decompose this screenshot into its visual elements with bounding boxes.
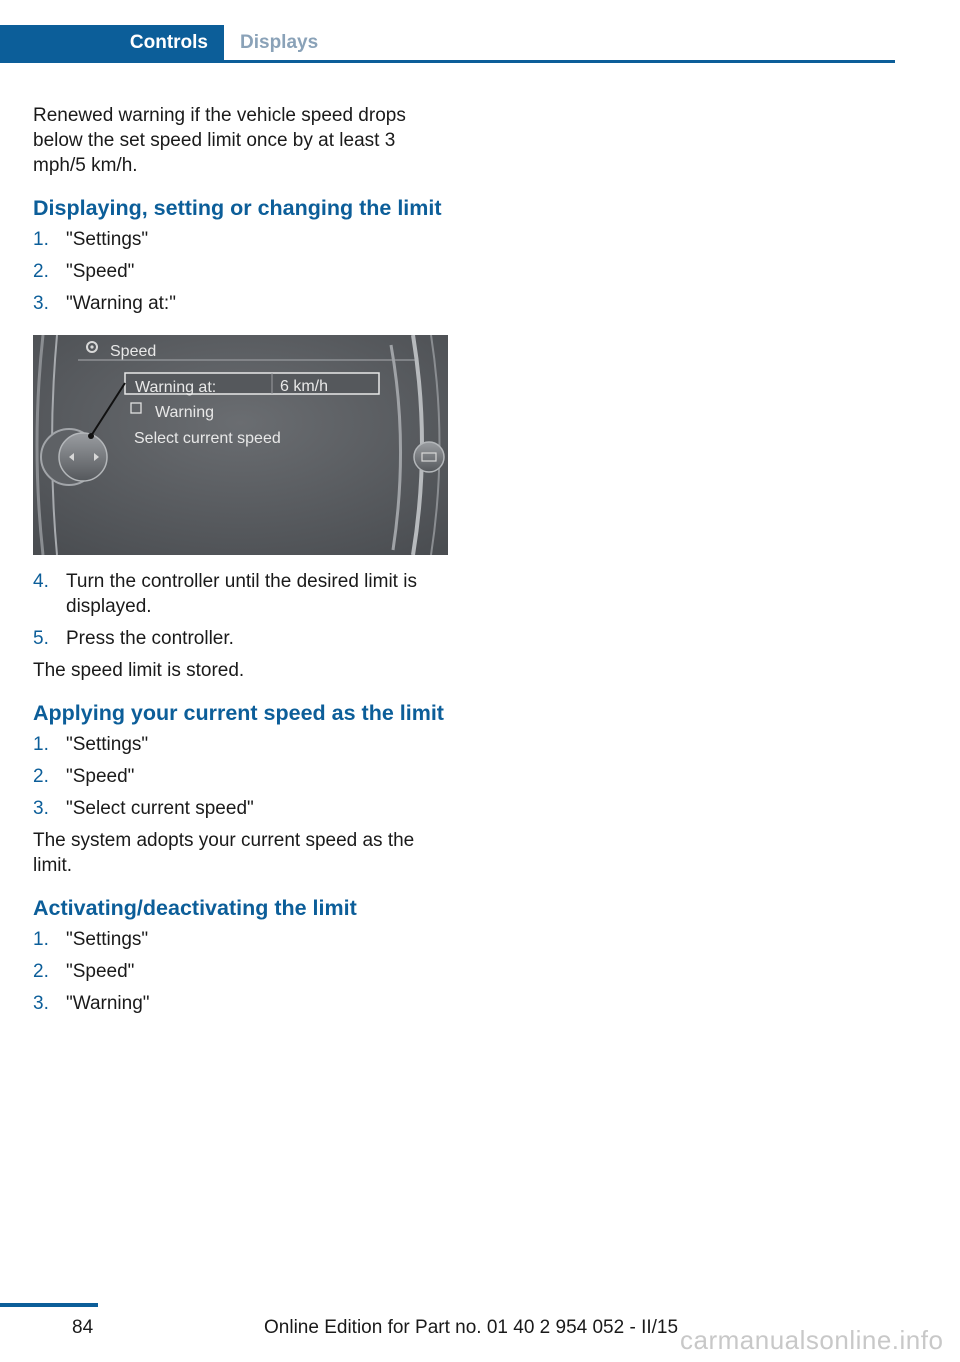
chapter-header: [0, 25, 895, 63]
step-text: "Settings": [66, 929, 149, 950]
result-paragraph: The speed limit is stored.: [33, 660, 245, 681]
steps-list-applying: [33, 732, 453, 821]
list-item: [33, 764, 453, 789]
intro-paragraph: Renewed warning if the vehicle speed drops below the set speed limit once by at least 3 mph/5 km/h.: [33, 105, 406, 176]
menu-item-warning-at[interactable]: Warning at:: [135, 379, 217, 396]
steps-list-activating: [33, 927, 453, 1016]
menu-item-select-current-speed[interactable]: Select current speed: [134, 430, 281, 447]
step-number: 1.: [33, 734, 49, 755]
step-number: 3.: [33, 293, 49, 314]
tab-displays[interactable]: Displays: [240, 31, 319, 53]
screen-title: Speed: [110, 343, 157, 360]
tab-controls[interactable]: Controls: [0, 25, 224, 60]
header-divider: [0, 60, 895, 63]
step-text: "Warning": [66, 993, 150, 1014]
list-item: [33, 227, 453, 252]
section-heading-applying: Applying your current speed as the limit: [33, 701, 444, 725]
menu-item-warning[interactable]: Warning: [155, 404, 214, 421]
list-item: [33, 927, 453, 952]
list-item: [33, 796, 453, 821]
speed-screen-figure: [33, 335, 448, 555]
section-heading-displaying: Displaying, setting or changing the limit: [33, 196, 442, 220]
step-number: 2.: [33, 261, 49, 282]
step-number: 3.: [33, 798, 49, 819]
step-number: 4.: [33, 571, 49, 592]
list-item: [33, 959, 453, 984]
list-item: [33, 291, 453, 316]
step-text: "Settings": [66, 229, 149, 250]
step-text: "Speed": [66, 766, 135, 787]
step-text: "Settings": [66, 734, 149, 755]
list-item: [33, 259, 453, 284]
step-number: 1.: [33, 229, 49, 250]
result-paragraph: The system adopts your current speed as the limit.: [33, 830, 415, 876]
step-text: "Speed": [66, 261, 135, 282]
step-number: 2.: [33, 766, 49, 787]
page-number: 84: [72, 1317, 94, 1338]
steps-list-displaying-continued: [33, 569, 453, 651]
step-text: "Warning at:": [66, 293, 176, 314]
footer-divider: [0, 1303, 98, 1307]
step-number: 5.: [33, 628, 49, 649]
steps-list-displaying: [33, 227, 453, 316]
speed-limit-value: 6 km/h: [280, 378, 329, 395]
step-number: 1.: [33, 929, 49, 950]
list-item: [33, 991, 453, 1016]
step-text: Turn the controller until the desired limit is displayed.: [66, 571, 417, 617]
step-text: "Select current speed": [66, 798, 254, 819]
edition-note: Online Edition for Part no. 01 40 2 954 052 - II/15: [264, 1317, 679, 1338]
watermark: carmanualsonline.info: [680, 1325, 944, 1355]
list-item: [33, 626, 453, 651]
section-heading-activating: Activating/deactivating the limit: [33, 896, 357, 920]
step-text: "Speed": [66, 961, 135, 982]
main-content: [33, 103, 453, 1023]
step-number: 2.: [33, 961, 49, 982]
list-item: [33, 569, 453, 619]
step-number: 3.: [33, 993, 49, 1014]
list-item: [33, 732, 453, 757]
step-text: Press the controller.: [66, 628, 234, 649]
